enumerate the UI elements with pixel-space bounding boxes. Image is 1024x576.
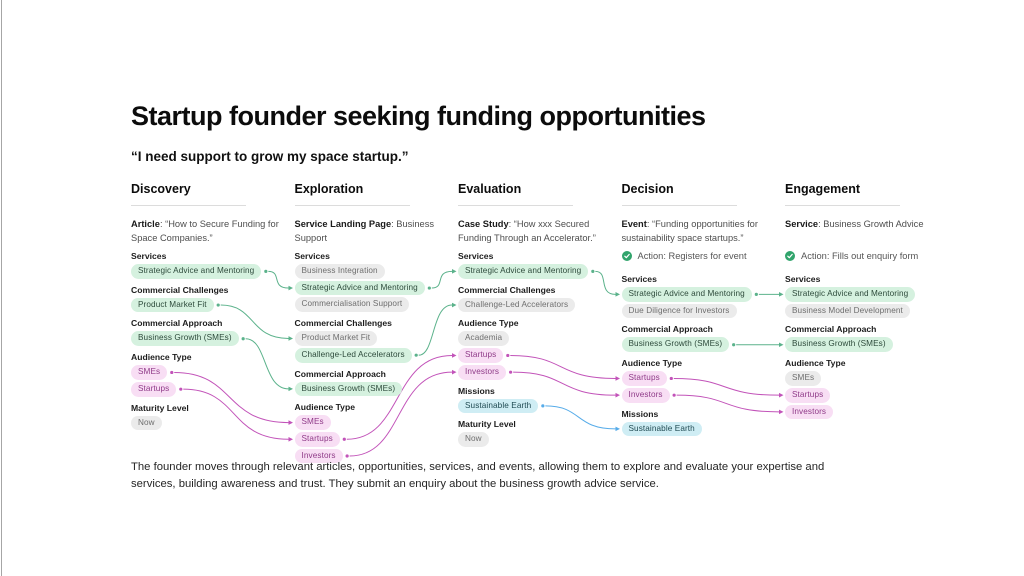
connection-arrowhead <box>779 410 784 415</box>
tag-expl-cla: Challenge-Led Accelerators <box>295 348 412 363</box>
pill-list <box>295 331 443 362</box>
connection-arrowhead <box>452 269 457 274</box>
group-label: Services <box>621 274 657 284</box>
tag-eval-investors: Investors <box>458 365 506 380</box>
tag-expl-bg: Business Growth (SMEs) <box>295 382 403 397</box>
pill-group <box>295 318 443 362</box>
connection-arrowhead <box>289 286 294 291</box>
pill-list <box>295 415 443 463</box>
column-header: Engagement <box>785 182 861 196</box>
connection-arrowhead <box>289 437 294 442</box>
group-label: Services <box>131 251 167 261</box>
tag-disc-smes: SMEs <box>131 365 167 380</box>
column-header: Evaluation <box>458 182 522 196</box>
group-label: Audience Type <box>131 352 192 363</box>
tag-expl-sam: Strategic Advice and Mentoring <box>295 281 425 296</box>
column-divider <box>785 205 900 206</box>
journey-column-decision <box>622 182 770 442</box>
pill-list <box>622 422 770 437</box>
tag-expl-smes: SMEs <box>295 415 331 430</box>
intro-text: : “Funding opportunities for sustainability space startups.” <box>621 219 758 243</box>
column-intro <box>622 217 770 247</box>
group-label: Audience Type <box>294 402 355 413</box>
pill-group <box>295 402 443 463</box>
journey-column-evaluation <box>458 182 606 453</box>
pill-group <box>458 251 606 279</box>
group-label: Commercial Approach <box>131 318 223 329</box>
connection-arrowhead <box>289 420 294 425</box>
journey-column-discovery <box>131 182 279 436</box>
group-label: Services <box>785 274 821 284</box>
connection-arrowhead <box>289 387 294 392</box>
page-title: Startup founder seeking funding opportunities <box>131 101 706 131</box>
pill-list <box>622 337 770 352</box>
action-label: Action: Fills out enquiry form <box>801 251 919 261</box>
pill-group <box>622 409 770 437</box>
connection-arrowhead <box>616 427 621 432</box>
pill-group <box>458 386 606 414</box>
pill-group <box>785 274 933 318</box>
action-label: Action: Registers for event <box>637 251 747 261</box>
group-label: Missions <box>458 385 495 396</box>
column-intro <box>295 217 443 247</box>
tag-eval-sam: Strategic Advice and Mentoring <box>458 264 588 279</box>
group-label: Services <box>458 251 494 261</box>
pill-group <box>131 352 279 396</box>
pill-list <box>785 371 933 419</box>
journey-summary: The founder moves through relevant articles, opportunities, services, and events, allowing them to explore and evaluate your expertise and services, building awareness and trust. They submit an enquiry about the business growth advice service. <box>131 461 825 490</box>
intro-text: : “How xxx Secured Funding Through an Accelerator.” <box>458 219 596 243</box>
column-divider <box>622 205 737 206</box>
tag-disc-bg: Business Growth (SMEs) <box>131 331 239 346</box>
action-row <box>785 251 933 261</box>
pill-list <box>131 298 279 313</box>
column-intro <box>131 217 279 247</box>
group-label: Maturity Level <box>131 402 189 413</box>
column-divider <box>131 205 246 206</box>
pill-group <box>458 318 606 379</box>
pill-list <box>295 382 443 397</box>
column-divider <box>295 205 410 206</box>
tag-disc-startups: Startups <box>131 382 176 397</box>
pill-group <box>295 251 443 312</box>
intro-label: Service Landing Page <box>294 219 392 229</box>
slide-left-border <box>1 0 2 576</box>
tag-expl-bi: Business Integration <box>295 264 385 279</box>
tag-dec-se: Sustainable Earth <box>622 422 702 437</box>
tag-disc-pmf: Product Market Fit <box>131 298 214 313</box>
intro-label: Service <box>785 219 819 229</box>
pill-list <box>622 287 770 318</box>
check-icon <box>622 251 632 261</box>
group-label: Commercial Challenges <box>131 284 229 295</box>
pill-group <box>785 324 933 352</box>
connection-arrowhead <box>779 342 784 347</box>
journey-column-engagement <box>785 182 933 425</box>
connection-arrowhead <box>452 370 457 375</box>
connection-arrowhead <box>779 292 784 297</box>
pill-group <box>458 419 606 447</box>
tag-eval-cla: Challenge-Led Accelerators <box>458 298 575 313</box>
connection-arrowhead <box>779 393 784 398</box>
tag-eng-bg: Business Growth (SMEs) <box>785 337 893 352</box>
connection-arrowhead <box>616 376 621 381</box>
pill-list <box>785 337 933 352</box>
tag-expl-startups: Startups <box>295 432 340 447</box>
tag-dec-sam: Strategic Advice and Mentoring <box>622 287 752 302</box>
pill-group <box>622 324 770 352</box>
connection-arrowhead <box>452 303 457 308</box>
column-header: Discovery <box>131 182 191 196</box>
group-label: Commercial Approach <box>294 368 386 379</box>
tag-expl-investors: Investors <box>295 449 343 464</box>
tag-eng-investors: Investors <box>785 405 833 420</box>
journey-column-exploration <box>295 182 443 469</box>
pill-group <box>131 318 279 346</box>
pill-list <box>458 432 606 447</box>
pill-list <box>458 331 606 379</box>
pill-list <box>458 264 606 279</box>
group-label: Commercial Approach <box>785 324 877 335</box>
persona-quote: “I need support to grow my space startup.” <box>131 149 409 164</box>
tag-expl-cs: Commercialisation Support <box>295 297 410 312</box>
pill-list <box>131 416 279 431</box>
pill-group <box>622 274 770 318</box>
column-divider <box>458 205 573 206</box>
group-label: Audience Type <box>785 358 846 369</box>
check-icon <box>785 251 795 261</box>
intro-label: Case Study <box>458 219 509 229</box>
tag-eval-se: Sustainable Earth <box>458 399 538 414</box>
tag-eval-startups: Startups <box>458 348 503 363</box>
pill-group <box>295 369 443 397</box>
group-label: Maturity Level <box>458 419 516 430</box>
pill-group <box>131 285 279 313</box>
action-row <box>622 251 770 261</box>
connection-arrowhead <box>616 292 621 297</box>
intro-label: Article <box>131 219 160 229</box>
pill-group <box>622 358 770 402</box>
group-label: Commercial Approach <box>621 324 713 335</box>
pill-list <box>131 264 279 279</box>
journey-board <box>131 182 943 460</box>
tag-eng-bmd: Business Model Development <box>785 304 910 319</box>
tag-eval-now: Now <box>458 432 489 447</box>
column-header: Exploration <box>294 182 364 196</box>
tag-eval-academia: Academia <box>458 331 509 346</box>
tag-eng-smes: SMEs <box>785 371 821 386</box>
pill-list <box>131 365 279 396</box>
group-label: Commercial Challenges <box>294 318 392 329</box>
tag-expl-pmf: Product Market Fit <box>295 331 378 346</box>
tag-disc-now: Now <box>131 416 162 431</box>
pill-list <box>458 298 606 313</box>
group-label: Commercial Challenges <box>458 284 556 295</box>
pill-list <box>131 331 279 346</box>
intro-label: Event <box>621 219 647 229</box>
column-header: Decision <box>621 182 674 196</box>
pill-group <box>458 285 606 313</box>
intro-text: : “How to Secure Funding for Space Companies.” <box>131 219 279 243</box>
tag-disc-sam: Strategic Advice and Mentoring <box>131 264 261 279</box>
group-label: Audience Type <box>621 358 682 369</box>
pill-group <box>131 251 279 279</box>
pill-list <box>295 264 443 312</box>
column-intro <box>785 217 933 247</box>
tag-dec-startups: Startups <box>622 371 667 386</box>
pill-group <box>785 358 933 419</box>
column-intro <box>458 217 606 247</box>
pill-list <box>458 399 606 414</box>
connection-arrowhead <box>289 336 294 341</box>
group-label: Missions <box>621 408 659 419</box>
pill-list <box>622 371 770 402</box>
group-label: Services <box>294 251 330 261</box>
intro-text: : Business Support <box>294 219 435 243</box>
tag-dec-investors: Investors <box>622 388 670 403</box>
group-label: Audience Type <box>458 318 519 329</box>
tag-dec-bg: Business Growth (SMEs) <box>622 337 730 352</box>
tag-dec-dd: Due Diligence for Investors <box>622 304 737 319</box>
pill-group <box>131 403 279 431</box>
tag-eng-sam: Strategic Advice and Mentoring <box>785 287 915 302</box>
connection-arrowhead <box>452 353 457 358</box>
connection-arrowhead <box>616 393 621 398</box>
tag-eng-startups: Startups <box>785 388 830 403</box>
intro-text: : Business Growth Advice <box>818 219 924 229</box>
pill-list <box>785 287 933 318</box>
